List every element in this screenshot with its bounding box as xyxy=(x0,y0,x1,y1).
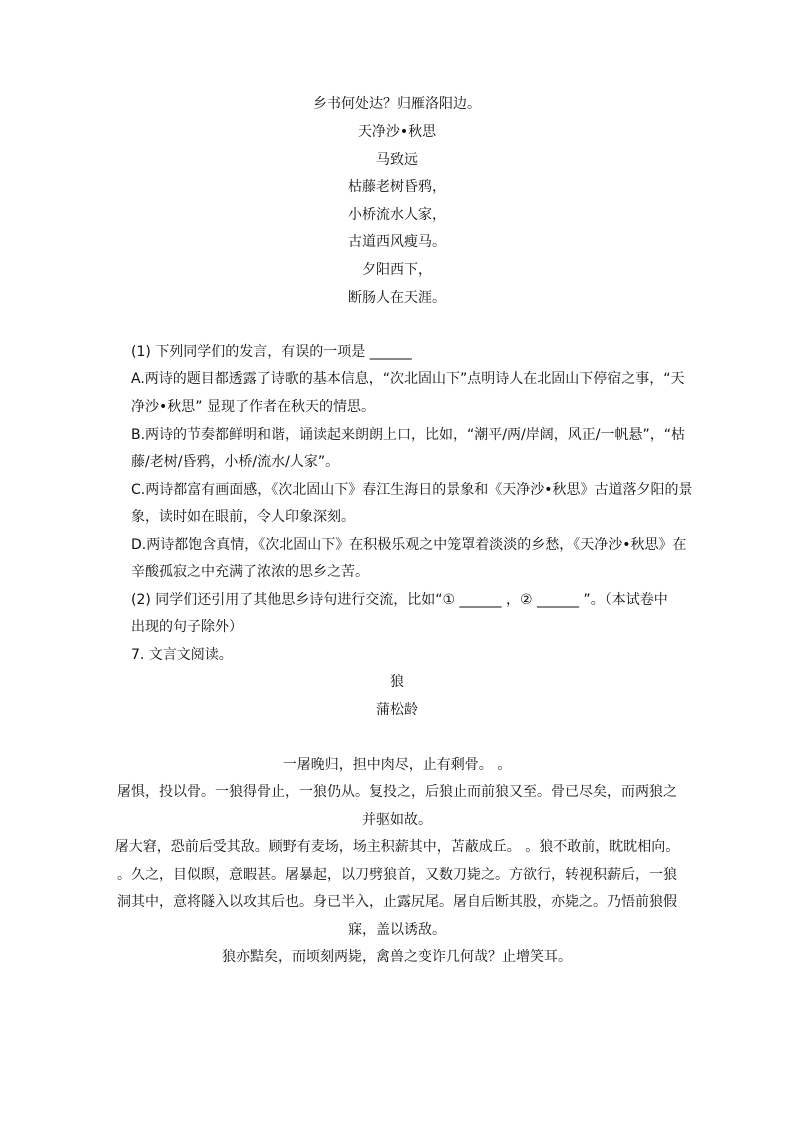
question-2-line: (2) 同学们还引用了其他思乡诗句进行交流，比如“① ______ ，② ______ ”。（本试卷中 xyxy=(131,592,668,608)
question-7-heading: 7. 文言文阅读。 xyxy=(131,647,233,663)
question-1-option-line: D.两诗都饱含真情，《次北固山下》在积极乐观之中笼罩着淡淡的乡愁，《天净沙•秋思》在 xyxy=(131,537,687,553)
passage-line: 一屠晚归，担中肉尽，止有剩骨。 。 xyxy=(282,757,512,773)
poem2-author: 马致远 xyxy=(376,152,418,168)
poem2-line: 枯藤老树昏鸦， xyxy=(348,179,446,195)
question-1-option-line: B.两诗的节奏都鲜明和谐，诵读起来朗朗上口，比如，“潮平/两/岸阔，风正/一帆悬”，“枯 xyxy=(131,427,685,443)
question-1-option-line: 辛酸孤寂之中充满了浓浓的思乡之苦。 xyxy=(131,564,369,580)
question-1-stem: (1) 下列同学们的发言，有误的一项是 ______ xyxy=(131,344,412,360)
passage-title: 狼 xyxy=(390,674,404,690)
poem1-last-line: 乡书何处达？归雁洛阳边。 xyxy=(313,96,481,112)
poem2-line: 古道西风瘦马。 xyxy=(348,234,446,250)
question-2-line: 出现的句子除外） xyxy=(131,619,243,635)
passage-line: 寐，盖以诱敌。 xyxy=(348,922,446,938)
passage-author: 蒲松龄 xyxy=(376,702,418,718)
poem2-line: 小桥流水人家， xyxy=(348,207,446,223)
poem2-title: 天净沙•秋思 xyxy=(357,124,437,140)
poem2-line: 夕阳西下， xyxy=(362,262,432,278)
passage-line: 。久之，目似瞑，意暇甚。屠暴起，以刀劈狼首，又数刀毙之。方欲行，转视积薪后，一狼 xyxy=(117,867,677,883)
passage-line: 屠大窘，恐前后受其敌。顾野有麦场，场主积薪其中，苫蔽成丘。 。狼不敢前，眈眈相向。 xyxy=(114,839,680,855)
passage-line: 狼亦黠矣，而顷刻两毙，禽兽之变诈几何哉？止增笑耳。 xyxy=(222,949,572,965)
question-1-option-line: A.两诗的题目都透露了诗歌的基本信息，“次北固山下”点明诗人在北固山下停宿之事，“天 xyxy=(131,371,685,387)
passage-line: 并驱如故。 xyxy=(362,812,432,828)
passage-line: 屠惧，投以骨。一狼得骨止，一狼仍从。复投之，后狼止而前狼又至。骨已尽矣，而两狼之 xyxy=(117,784,677,800)
question-1-option-line: C.两诗都富有画面感，《次北固山下》春江生海日的景象和《天净沙•秋思》古道落夕阳的景 xyxy=(131,482,693,498)
question-1-option-line: 净沙•秋思” 显现了作者在秋天的情思。 xyxy=(131,399,375,415)
poem2-line: 断肠人在天涯。 xyxy=(348,290,446,306)
question-1-option-line: 藤/老树/昏鸦，小桥/流水/人家”。 xyxy=(131,454,340,470)
passage-line: 洞其中，意将隧入以攻其后也。身已半入，止露尻尾。屠自后断其股，亦毙之。乃悟前狼假 xyxy=(117,894,677,910)
question-1-option-line: 象，读时如在眼前，令人印象深刻。 xyxy=(131,509,355,525)
